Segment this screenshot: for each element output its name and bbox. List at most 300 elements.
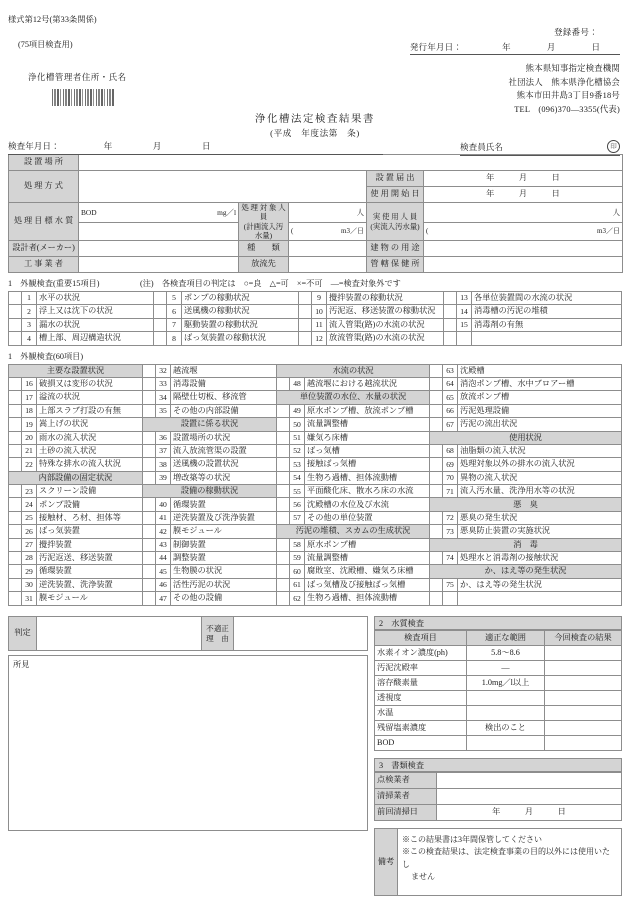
item-label: 接触材、ろ材、担体等 [37,511,143,524]
form-number: 様式第12号(第33条関係) [8,15,97,24]
result-mark-cell[interactable] [143,498,156,511]
wq-range-value [467,736,545,751]
result-mark-cell[interactable] [9,444,22,457]
document-check-section-title: 3 書類検査 [374,758,622,772]
result-mark-cell[interactable] [9,431,22,444]
result-mark-cell[interactable] [9,377,22,390]
item-label: 逆洗装置、洗浄装置 [37,578,143,591]
wq-range-value: 検出のこと [467,721,545,736]
result-mark-cell[interactable] [277,578,290,591]
agency-line-1: 熊本県知事指定検査機関 [525,64,620,73]
result-mark-cell[interactable] [9,578,22,591]
item-number: 26 [22,525,37,538]
wq-result-value[interactable] [545,721,622,736]
item-label: ポンプ設備 [37,498,143,511]
remarks-text [398,829,621,895]
building-use-label: 建 物 の 用 途 [367,241,424,257]
item-label: 膜モジュール [37,592,143,605]
result-mark-cell[interactable] [9,565,22,578]
result-mark-cell[interactable] [277,431,290,444]
actual-people-label [367,203,424,241]
discharge-value[interactable] [289,257,367,273]
table-row [9,404,622,417]
section1-note: (注) 各検査項目の判定は ○=良 △=可 ×=不可 —=検査対象外です [140,279,401,288]
item-label: ポンプの稼動状況 [182,292,299,305]
item-number: 73 [443,525,458,538]
item-number: 67 [443,418,458,431]
item-number: 69 [443,458,458,471]
item-label: 調整装置 [171,552,277,565]
item-number: 6 [167,305,182,318]
item-number: 3 [22,318,37,331]
item-label: 悪臭防止装置の実施状況 [458,525,622,538]
item-label [458,592,622,605]
result-mark-cell[interactable] [299,318,312,331]
item-label [472,332,622,345]
result-mark-cell[interactable] [9,305,22,318]
result-mark-cell[interactable] [143,391,156,404]
item-number: 66 [443,404,458,417]
item-label: 消毒設備 [171,377,277,390]
designer-label: 設計者(メーカー) [9,241,79,257]
item-label: 嵩上げの状況 [37,418,143,431]
item-label: 汚泥返、移送装置の稼動状況 [327,305,444,318]
item-number: 40 [156,498,171,511]
item-number: 43 [156,538,171,551]
item-label: 汚泥の流出状況 [458,418,622,431]
item-label: 放流ポンプ槽 [458,391,622,404]
item-number: 19 [22,418,37,431]
item-label: か、はえ等の発生状況 [458,578,622,591]
item-label: 溢流の状況 [37,391,143,404]
doc-check-value[interactable] [437,789,622,805]
result-mark-cell[interactable] [143,552,156,565]
wq-item-label: 残留塩素濃度 [375,721,467,736]
table-row [9,511,622,524]
right-lower-panel [374,616,622,896]
item-label: 制御装置 [171,538,277,551]
item-label: 流入管渠(路)の水流の状況 [327,318,444,331]
result-mark-cell[interactable] [277,498,290,511]
result-mark-cell[interactable] [430,525,443,538]
wq-range-value [467,706,545,721]
result-mark-cell[interactable] [143,511,156,524]
item-label: その他の内部設備 [171,404,277,417]
actual-people-value[interactable] [424,203,623,223]
item-label: 越流堰 [171,364,277,377]
facility-info-table [8,154,622,273]
health-center-value[interactable] [424,257,623,273]
inspector-name-row [460,140,620,156]
item-label: 消泡ポンプ槽、水中ブロアー槽 [458,377,622,390]
item-number: 42 [156,525,171,538]
item-number: 24 [22,498,37,511]
result-mark-cell[interactable] [9,592,22,605]
bod-unit: mg／l [217,207,236,217]
item-label: 異物の流入状況 [458,471,622,484]
result-mark-cell[interactable] [9,552,22,565]
form-subject: (75項目検査用) [18,40,73,49]
item-label: 流入汚水量、洗浄用水等の状況 [458,485,622,498]
result-mark-cell[interactable] [444,292,457,305]
item-number: 39 [156,471,171,484]
result-mark-cell[interactable] [143,458,156,471]
result-mark-cell[interactable] [444,305,457,318]
result-mark-cell[interactable] [299,305,312,318]
result-mark-cell[interactable] [143,565,156,578]
table-row [9,485,622,498]
table-row [375,773,622,789]
table-row [375,661,622,676]
result-mark-cell[interactable] [143,431,156,444]
result-mark-cell[interactable] [430,511,443,524]
result-mark-cell[interactable] [277,511,290,524]
item-number: 1 [22,292,37,305]
building-use-value[interactable] [424,241,623,257]
group-header: 使用状況 [430,431,622,444]
result-mark-cell[interactable] [154,305,167,318]
group-header: 単位装置の水位、水量の状況 [277,391,430,404]
item-number: 46 [156,578,171,591]
result-mark-cell[interactable] [430,418,443,431]
item-label: 流入放流管渠の設置 [171,444,277,457]
wq-item-label: 汚泥沈殿率 [375,661,467,676]
result-mark-cell[interactable] [143,538,156,551]
item-number: 4 [22,332,37,345]
table-row [375,736,622,751]
result-mark-cell[interactable] [430,391,443,404]
result-mark-cell[interactable] [299,332,312,345]
item-label: 活性汚泥の状況 [171,578,277,591]
result-mark-cell[interactable] [299,292,312,305]
builder-value[interactable] [79,257,239,273]
external-inspection-15-table [8,291,622,346]
remarks-line-1: ※この結果書は3年間保管してください [402,835,542,844]
item-label: 増改築等の状況 [171,471,277,484]
findings-box[interactable] [8,655,368,831]
design-people-label [239,203,289,241]
inspection-date-ymd[interactable]: 年 月 日 [103,141,227,151]
result-mark-cell[interactable] [430,364,443,377]
item-label: 腐敗室、沈殿槽、嫌気ろ床槽 [305,565,430,578]
item-label: 膜モジュール [171,525,277,538]
item-number: 21 [22,444,37,457]
item-label: 流量調整槽 [305,418,430,431]
result-mark-cell[interactable] [9,498,22,511]
result-mark-cell[interactable] [430,404,443,417]
item-label: 放流管渠(路)の水流の状況 [327,332,444,345]
item-number: 35 [156,404,171,417]
design-flow-unit: m3／日 [341,227,364,236]
design-people-value[interactable] [289,203,367,223]
item-number [443,592,458,605]
notify-date-value[interactable]: 年 月 日 [424,171,623,187]
item-label: 破損又は変形の状況 [37,377,143,390]
result-mark-cell [444,332,457,345]
findings-label: 所見 [13,660,30,669]
table-row [9,458,622,471]
item-label: ばっ気槽及び接触ばっ気槽 [305,578,430,591]
actual-flow-value[interactable] [424,223,623,241]
result-mark-cell[interactable] [9,318,22,331]
item-number [457,332,472,345]
item-number: 10 [312,305,327,318]
result-mark-cell[interactable] [430,578,443,591]
result-mark-cell[interactable] [143,377,156,390]
result-mark-cell[interactable] [277,404,290,417]
actual-people-label-line1: 実 使 用 人 員 [372,212,418,222]
item-number: 28 [22,552,37,565]
result-mark-cell[interactable] [143,364,156,377]
column-header: 検査項目 [375,631,467,646]
issue-date-ymd[interactable]: 年 月 日 [502,43,614,52]
agency-line-3: 熊本市田井島3丁目9番18号 [516,91,620,101]
result-mark-cell[interactable] [154,292,167,305]
result-mark-cell[interactable] [9,292,22,305]
item-label: 接触ばっ気槽 [305,458,430,471]
wq-result-value[interactable] [545,736,622,751]
reason-label-line2: 理 由 [206,633,229,643]
item-number: 33 [156,377,171,390]
table-row [9,444,622,457]
group-header: 設備の稼動状況 [143,485,277,498]
issue-date-label: 発行年月日： [410,43,463,52]
bod-field[interactable] [79,203,239,223]
item-number: 12 [312,332,327,345]
table-row [9,498,622,511]
table-row [375,646,622,661]
doc-check-value[interactable]: 年 月 日 [437,805,622,821]
item-label: 平面酸化床、散水ろ床の水流 [305,485,430,498]
site-label: 設 置 場 所 [9,155,79,171]
result-mark-cell[interactable] [9,458,22,471]
water-quality-section-title: 2 水質検査 [374,616,622,630]
doc-check-label: 点検業者 [375,773,437,789]
item-number: 49 [290,404,305,417]
wq-result-value[interactable] [545,646,622,661]
item-label: 隔壁仕切板、移流管 [171,391,277,404]
item-number: 61 [290,578,305,591]
result-mark-cell[interactable] [143,578,156,591]
remarks-label-text: 備考 [377,857,395,867]
document-check-table [374,772,622,821]
item-number: 68 [443,444,458,457]
group-header: 主要な設置状況 [9,364,143,377]
table-row [9,538,622,551]
item-number: 7 [167,318,182,331]
result-mark-cell[interactable] [430,485,443,498]
item-label: スクリーン設備 [37,485,143,498]
result-mark-cell[interactable] [277,552,290,565]
item-label: 循環装置 [171,498,277,511]
result-mark-cell[interactable] [277,485,290,498]
reason-value[interactable] [234,617,368,651]
result-mark-cell[interactable] [430,377,443,390]
item-number: 44 [156,552,171,565]
section2-caption: 1 外観検査(60項目) [8,351,84,361]
table-row [9,431,622,444]
result-mark-cell[interactable] [277,592,290,605]
remarks-box [374,828,622,896]
result-mark-cell[interactable] [154,318,167,331]
table-row [9,292,622,305]
section1-caption: 1 外観検査(重要15項目) [8,279,100,288]
wq-result-value[interactable] [545,706,622,721]
item-number: 57 [290,511,305,524]
result-mark-cell[interactable] [9,538,22,551]
start-date-value[interactable]: 年 月 日 [424,187,623,203]
item-number: 11 [312,318,327,331]
section1-caption-row [8,278,622,289]
item-number: 29 [22,565,37,578]
item-number: 20 [22,431,37,444]
result-mark-cell[interactable] [277,471,290,484]
table-row [375,721,622,736]
table-row [9,565,622,578]
designer-value[interactable] [79,241,239,257]
item-number: 9 [312,292,327,305]
page-title: 浄化槽法定検査結果書 [255,114,375,125]
item-number: 36 [156,431,171,444]
actual-people-unit: 人 [612,207,620,217]
doc-check-value[interactable] [437,773,622,789]
group-header: か、はえ等の発生状況 [430,565,622,578]
item-label: 各単位装置間の水流の状況 [472,292,622,305]
start-label: 使 用 開 始 日 [367,187,424,203]
item-number: 52 [290,444,305,457]
result-mark-cell[interactable] [9,332,22,345]
item-label: ばっ気槽 [305,444,430,457]
table-row [9,332,622,345]
item-number: 2 [22,305,37,318]
item-label: 汚泥返送、移送装置 [37,552,143,565]
notify-label: 設 置 届 出 [367,171,424,187]
result-mark-cell[interactable] [143,444,156,457]
section2-caption-row [8,351,622,362]
wq-result-value[interactable] [545,691,622,706]
result-mark-cell[interactable] [277,444,290,457]
result-mark-cell[interactable] [9,418,22,431]
item-number: 34 [156,391,171,404]
inspection-date-label: 検査年月日： [8,141,60,151]
result-mark-cell[interactable] [277,458,290,471]
method-value[interactable] [79,171,367,203]
result-mark-cell[interactable] [9,391,22,404]
table-row [375,706,622,721]
wq-result-value[interactable] [545,661,622,676]
item-label: その他の設備 [171,592,277,605]
result-mark-cell[interactable] [430,471,443,484]
item-number: 38 [156,458,171,471]
item-number: 70 [443,471,458,484]
type-value[interactable] [289,241,367,257]
wq-range-value: 5.8〜8.6 [467,646,545,661]
item-label: 汚泥処理設備 [458,404,622,417]
item-label: 攪拌装置の稼動状況 [327,292,444,305]
registration-block [410,26,620,55]
item-label: 逆洗装置及び洗浄装置 [171,511,277,524]
doc-check-label: 前回清掃日 [375,805,437,821]
result-mark-cell[interactable] [277,377,290,390]
table-row [375,805,622,821]
item-label: 処理対象以外の排水の流入状況 [458,458,622,471]
item-number: 17 [22,391,37,404]
group-header: 内部設備の固定状況 [9,471,143,484]
item-label: 生物膜の状況 [171,565,277,578]
result-mark-cell[interactable] [430,552,443,565]
item-label: 雨水の流入状況 [37,431,143,444]
actual-people-label-line2: (実流入汚水量) [370,221,420,231]
result-mark-cell[interactable] [143,592,156,605]
result-mark-cell[interactable] [143,471,156,484]
actual-flow-unit: m3／日 [597,227,620,236]
group-header: 水流の状況 [277,364,430,377]
design-people-label-line2: (計画流入汚水量) [243,221,284,240]
result-mark-cell[interactable] [143,525,156,538]
table-row [9,377,622,390]
item-number: 18 [22,404,37,417]
design-flow-value[interactable] [289,223,367,241]
actual-flow-paren-open: ( [426,227,429,236]
result-mark-cell[interactable] [9,485,22,498]
column-header: 適正な範囲 [467,631,545,646]
judgment-table [8,616,368,651]
result-mark-cell[interactable] [277,538,290,551]
item-number: 54 [290,471,305,484]
item-number: 8 [167,332,182,345]
result-mark-cell[interactable] [430,444,443,457]
agency-line-4: TEL (096)370—3355(代表) [514,104,620,114]
item-number: 32 [156,364,171,377]
item-label: 特殊な排水の流入状況 [37,458,143,471]
item-number: 63 [443,364,458,377]
item-number: 22 [22,458,37,471]
health-center-label: 管 轄 保 健 所 [367,257,424,273]
result-mark-cell[interactable] [143,404,156,417]
site-value[interactable] [79,155,623,171]
table-row [9,471,622,484]
item-number: 37 [156,444,171,457]
result-mark-cell [430,592,443,605]
result-mark-cell[interactable] [9,404,22,417]
result-mark-cell[interactable] [444,318,457,331]
external-inspection-60-table [8,364,622,606]
table-header-row [375,631,622,646]
result-mark-cell[interactable] [277,418,290,431]
item-number: 31 [22,592,37,605]
item-number: 55 [290,485,305,498]
item-label: 水平の状況 [37,292,154,305]
item-number: 13 [457,292,472,305]
item-label: 槽上部、周辺構造状況 [37,332,154,345]
wq-range-value: 1.0mg／l以上 [467,676,545,691]
wq-result-value[interactable] [545,676,622,691]
item-label: 設置場所の状況 [171,431,277,444]
result-mark-cell[interactable] [277,565,290,578]
result-mark-cell[interactable] [430,458,443,471]
judgment-value[interactable] [37,617,202,651]
target-quality-label: 処 理 目 標 水 質 [9,203,79,241]
page-subtitle: (平成 年度法第 条) [270,128,360,138]
item-label: 土砂の流入状況 [37,444,143,457]
item-label: 攪拌装置 [37,538,143,551]
table-row [9,525,622,538]
result-mark-cell[interactable] [9,511,22,524]
agency-block [509,62,620,116]
result-mark-cell[interactable] [9,525,22,538]
result-mark-cell[interactable] [154,332,167,345]
item-number: 62 [290,592,305,605]
